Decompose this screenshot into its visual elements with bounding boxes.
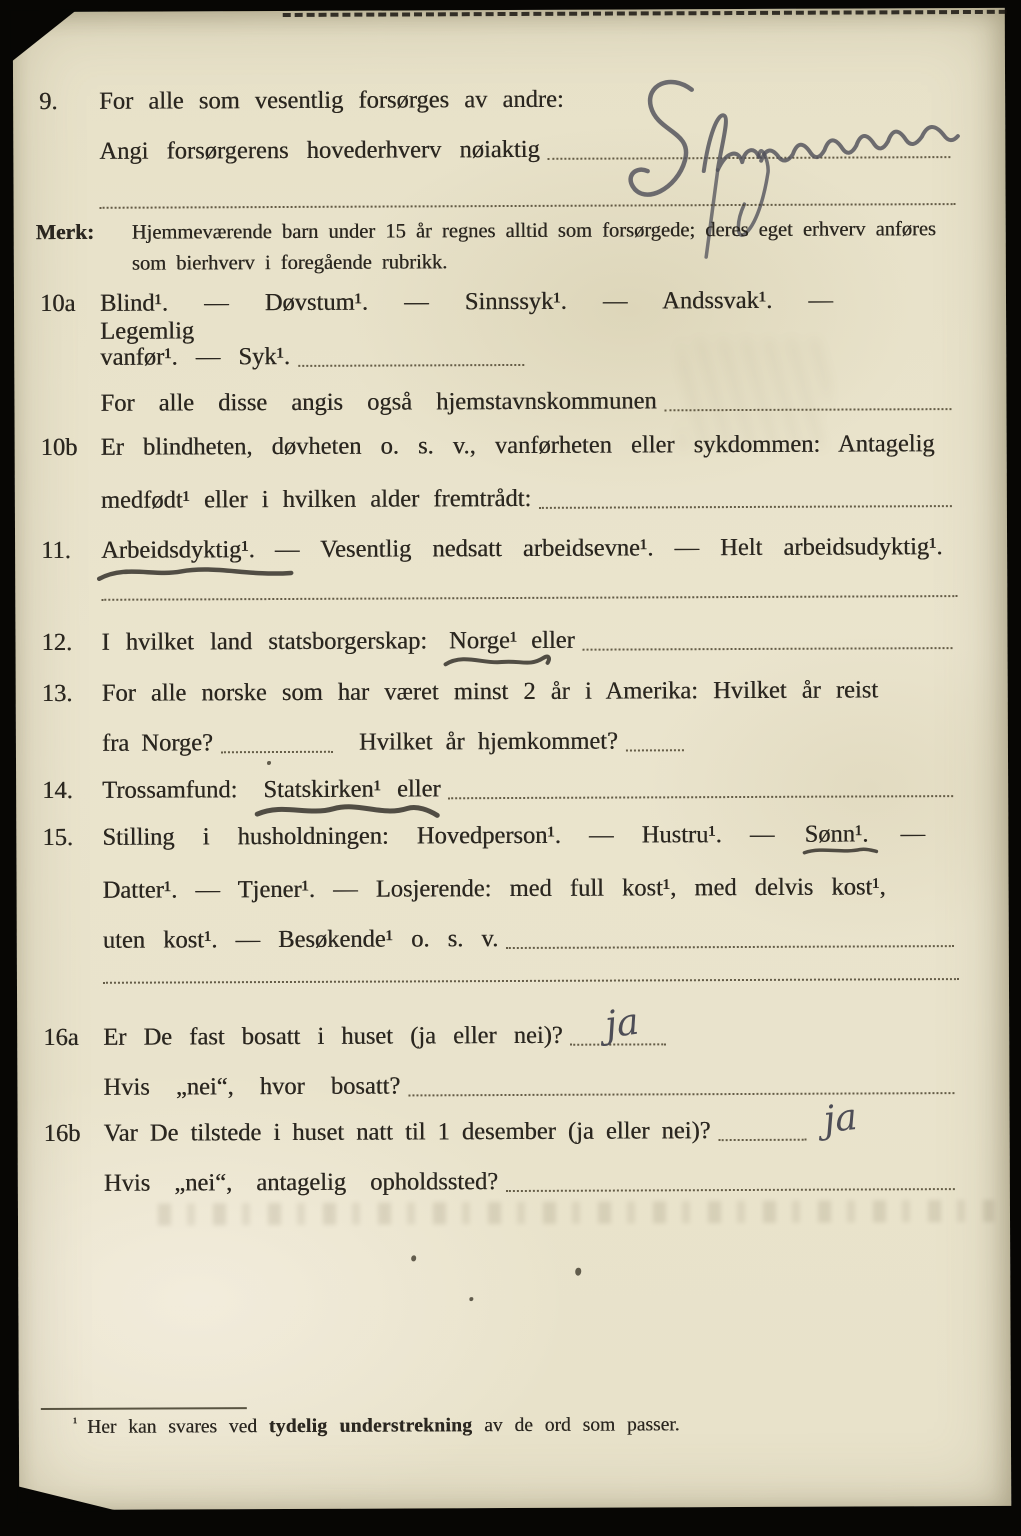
merk-note-text: Hjemmeværende barn under 15 år regnes alltid som forsørgede; deres eget erhverv anføres som bierhverv i foregående rubrikk. bbox=[131, 218, 936, 275]
q11-line1b: — Vesentlig nedsatt arbeidsevne¹. — Helt arbeidsudyktig¹. bbox=[274, 533, 943, 564]
ink-speck bbox=[575, 1268, 581, 1276]
q13-year-left: fra Norge? bbox=[101, 729, 213, 757]
handwritten-occupation-text bbox=[611, 68, 612, 69]
item-number-9: 9. bbox=[39, 87, 58, 116]
q12-question: I hvilket land statsborgerskap: bbox=[101, 627, 428, 656]
q16b-question: Var De tilstede i huset natt til 1 desember (ja eller nei)? bbox=[103, 1117, 711, 1147]
q9-line1: For alle som vesentlig forsørges av andre: bbox=[99, 85, 564, 115]
q12-eller: eller bbox=[531, 626, 575, 654]
q11-choice-arbeidsdyktig bbox=[101, 536, 255, 565]
q13-line1: For alle norske som har været minst 2 år i Amerika: Hvilket år reist bbox=[101, 676, 879, 707]
q11-line1 bbox=[101, 533, 952, 565]
item-number-16b: 16b bbox=[43, 1119, 81, 1148]
answer-line-probable-location bbox=[506, 1188, 955, 1192]
q12-choice-norge bbox=[449, 627, 517, 655]
q14-choice-text: Statskirken¹ bbox=[263, 775, 382, 804]
q10a-line3: For alle disse angis også hjemstavnskommunen bbox=[100, 387, 657, 417]
q15-line1c: — bbox=[900, 820, 926, 848]
item-number-14: 14. bbox=[42, 776, 73, 805]
q16a-question: Er De fast bosatt i huset (ja eller nei)? bbox=[103, 1021, 563, 1051]
q10a-line3-row bbox=[100, 386, 951, 418]
footnote-marker: ¹ bbox=[72, 1415, 78, 1431]
separator-answer-line bbox=[103, 978, 959, 984]
q16b-line2-row bbox=[104, 1166, 955, 1198]
answer-line-age-of-onset bbox=[539, 505, 952, 509]
q10b-line2: medfødt¹ eller i hvilken alder fremtrådt: bbox=[100, 484, 532, 514]
merk-label: Merk: bbox=[35, 219, 95, 245]
q14-row bbox=[102, 773, 953, 805]
ink-speck bbox=[469, 1297, 473, 1301]
perforation-edge-line bbox=[283, 10, 1007, 17]
item-number-10a: 10a bbox=[39, 289, 76, 318]
footnote-suffix: av de ord som passer. bbox=[484, 1414, 680, 1437]
q14-choice-statskirken bbox=[263, 776, 381, 805]
q15-line2: Datter¹. — Tjener¹. — Losjerende: med full kost¹, med delvis kost¹, bbox=[102, 873, 886, 904]
item-number-10b: 10b bbox=[40, 433, 78, 462]
answer-line-denomination bbox=[449, 795, 954, 799]
scan-corner-bottom-left bbox=[17, 1486, 121, 1512]
q9-line2: Angi forsørgerens hovederhverv nøiaktig bbox=[99, 135, 540, 165]
answer-line-where-resident bbox=[408, 1092, 954, 1096]
q14-eller: eller bbox=[396, 775, 441, 803]
q12-row bbox=[101, 625, 952, 657]
q11-line1a: Arbeidsdyktig¹. bbox=[101, 536, 255, 564]
separator-answer-line bbox=[101, 595, 957, 601]
footnote-rule bbox=[41, 1407, 247, 1410]
q15-line1 bbox=[102, 820, 953, 852]
footnote bbox=[73, 1412, 951, 1439]
q13-year-returned: Hvilket år hjemkommet? bbox=[358, 727, 618, 756]
q10a-line2-row bbox=[100, 340, 951, 372]
q15-choice-text: Sønn¹. bbox=[804, 820, 869, 848]
answer-line-household-position bbox=[506, 945, 954, 949]
handwritten-answer-present: ja bbox=[821, 1094, 860, 1142]
answer-line-sickness bbox=[298, 364, 524, 367]
answer-line-year-returned bbox=[626, 749, 684, 751]
item-number-16a: 16a bbox=[43, 1023, 79, 1052]
q16b-if-no: Hvis „nei“, antagelig opholdssted? bbox=[103, 1168, 499, 1197]
q15-line3: uten kost¹. — Besøkende¹ o. s. v. bbox=[102, 925, 499, 954]
q16a-if-no: Hvis „nei“, hvor bosatt? bbox=[103, 1072, 401, 1101]
answer-line-citizenship bbox=[583, 647, 953, 651]
footnote-prefix: Her kan svares ved bbox=[87, 1416, 258, 1438]
item-number-11: 11. bbox=[41, 536, 71, 565]
item-number-15: 15. bbox=[42, 823, 74, 852]
ink-speck bbox=[411, 1255, 416, 1261]
item-number-13: 13. bbox=[41, 679, 73, 708]
ink-speck bbox=[267, 761, 271, 765]
bleedthrough-band bbox=[158, 1200, 994, 1226]
scan-corner-top-left bbox=[11, 10, 77, 62]
paper-sheet bbox=[13, 8, 1012, 1510]
hand-underline-arbeidsdyktig bbox=[95, 560, 295, 587]
q16a-line1-row bbox=[103, 1020, 954, 1052]
q10a-line2: vanfør¹. — Syk¹. bbox=[100, 342, 291, 371]
item-number-12: 12. bbox=[41, 628, 73, 657]
q13-line2-row bbox=[102, 726, 953, 758]
handwritten-answer-resident: ja bbox=[602, 999, 642, 1047]
q12-choice-text: Norge¹ bbox=[448, 626, 518, 655]
q10b-line2-row bbox=[101, 483, 952, 515]
q10b-line1: Er blindheten, døvheten o. s. v., vanførheten eller sykdommen: Antagelig bbox=[100, 430, 935, 461]
q15-line3-row bbox=[103, 923, 954, 955]
q15-line1a: Stilling i husholdningen: Hovedperson¹. — Hustru¹. — bbox=[102, 820, 775, 851]
answer-line-year-left bbox=[221, 751, 333, 753]
footnote-bold: tydelig understrekning bbox=[268, 1415, 473, 1438]
q10a-line1: Blind¹. — Døvstum¹. — Sinnssyk¹. — Andssvak¹. — Legemlig bbox=[99, 286, 833, 345]
q15-choice-sonn bbox=[804, 820, 868, 848]
answer-line-present bbox=[719, 1139, 807, 1141]
q14-label: Trossamfund: bbox=[102, 776, 238, 804]
answer-line-home-municipality bbox=[665, 408, 952, 411]
